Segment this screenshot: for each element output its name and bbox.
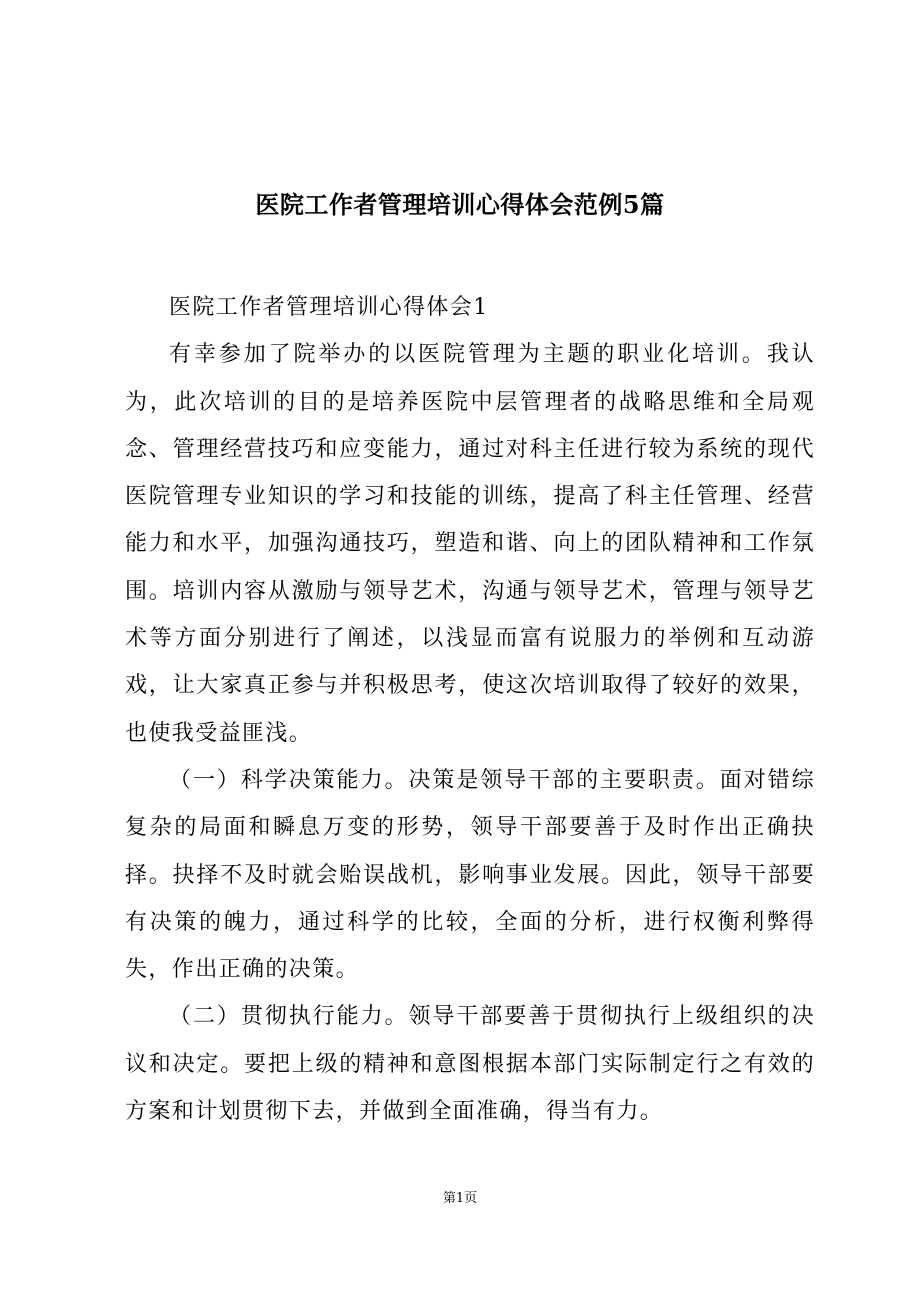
paragraph-execution: （二）贯彻执行能力。领导干部要善于贯彻执行上级组织的决议和决定。要把上级的精神和意图根据本部门实际制定行之有效的方案和计划贯彻下去，并做到全面准确，得当有力。 xyxy=(125,1004,815,1125)
document-title: 医院工作者管理培训心得体会范例5篇 xyxy=(255,190,665,219)
paragraph-intro: 有幸参加了院举办的以医院管理为主题的职业化培训。我认为，此次培训的目的是培养医院中层管理者的战略思维和全局观念、管理经营技巧和应变能力，通过对科主任进行较为系统的现代医院管理专业知识的学习和技能的训练，提高了科主任管理、经营能力和水平，加强沟通技巧，塑造和谐、向上的团队精神和工作氛围。培训内容从激励与领导艺术，沟通与领导艺术，管理与领导艺术等方面分别进行了阐述，以浅显而富有说服力的举例和互动游戏，让大家真正参与并积极思考，使这次培训取得了较好的效果，也使我受益匪浅。 xyxy=(125,342,815,746)
document-body xyxy=(125,284,815,1135)
page-number: 第1页 xyxy=(442,1191,478,1206)
section-heading: 医院工作者管理培训心得体会1 xyxy=(169,295,489,320)
paragraph-decision-making: （一）科学决策能力。决策是领导干部的主要职责。面对错综复杂的局面和瞬息万变的形势，领导干部要善于及时作出正确抉择。抉择不及时就会贻误战机，影响事业发展。因此，领导干部要有决策的魄力，通过科学的比较，全面的分析，进行权衡利弊得失，作出正确的决策。 xyxy=(125,767,815,983)
